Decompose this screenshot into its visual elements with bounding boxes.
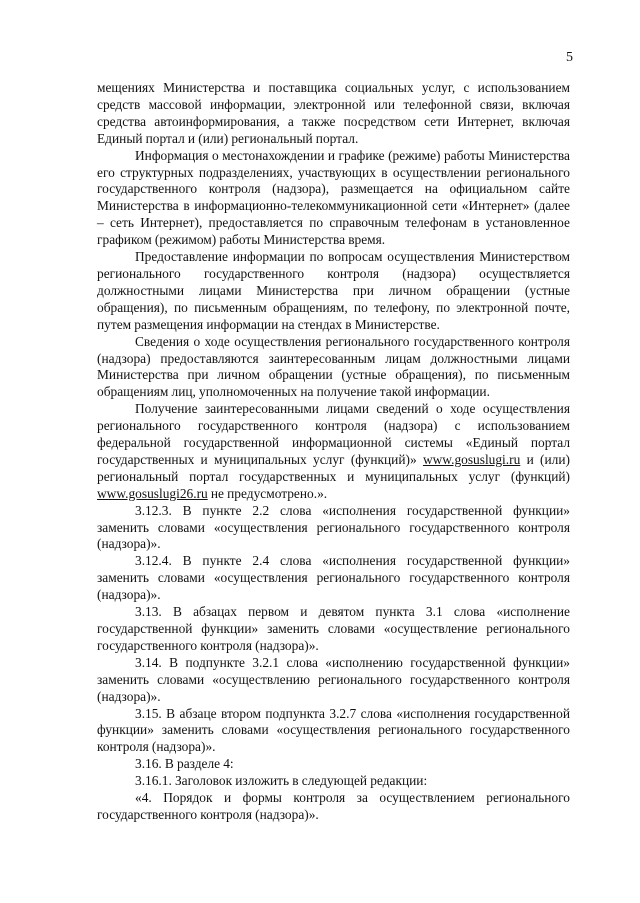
portal-text-3: не предусмотрено.». xyxy=(207,485,328,501)
paragraph-section-4-title: «4. Порядок и формы контроля за осуществлением регионального государственного контроля (надзора)». xyxy=(97,790,570,822)
paragraph-progress-info: Сведения о ходе осуществления регионального государственного контроля (надзора) предоставляются заинтересованным лицам должностными лицами Министерства при личном обращении (устные обращения), по письменным обращениям лиц, уполномоченных на получение такой информации. xyxy=(97,333,570,400)
gosuslugi-link[interactable]: www.gosuslugi.ru xyxy=(422,451,521,467)
paragraph-3-12-4: 3.12.4. В пункте 2.4 слова «исполнения государственной функции» заменить словами «осуществления регионального государственного контроля (надзора)». xyxy=(97,553,570,603)
paragraph-3-13: 3.13. В абзацах первом и девятом пункта 3.1 слова «исполнение государственной функции» заменить словами «осуществление регионального государственного контроля (надзора)». xyxy=(97,604,570,653)
paragraph-info-provision: Предоставление информации по вопросам осуществления Министерством регионального государственного контроля (надзора) осуществляется должностными лицами Министерства при личном обращении (устные обращения), по письменным обращениям, по телефону, по электронной почте, путем размещения информации на стендах в Министерстве. xyxy=(97,249,570,332)
gosuslugi26-link[interactable]: www.gosuslugi26.ru xyxy=(97,485,208,501)
paragraph-3-12-3: 3.12.3. В пункте 2.2 слова «исполнения государственной функции» заменить словами «осуществления регионального государственного контроля (надзора)». xyxy=(97,502,570,552)
paragraph-location-schedule: Информация о местонахождении и графике (режиме) работы Министерства его структурных подразделениях, участвующих в осуществлении регионального государственного контроля (надзора), размещается на официальном сайте Министерства в информационно-телекоммуникационной сети «Интернет» (далее – сеть Интернет), предоставляется по справочным телефонам в установленное графиком (режимом) работы Министерства время. xyxy=(97,147,570,248)
paragraph-3-14: 3.14. В подпункте 3.2.1 слова «исполнению государственной функции» заменить словами «осуществлению регионального государственного контроля (надзора)». xyxy=(97,654,570,704)
paragraph-3-16: 3.16. В разделе 4: xyxy=(135,756,234,772)
document-body xyxy=(97,80,570,824)
paragraph-3-16-1: 3.16.1. Заголовок изложить в следующей редакции: xyxy=(135,773,428,789)
page-number: 5 xyxy=(566,50,573,65)
portal-text-2: и (или) региональный портал государственных и муниципальных услуг (функций) xyxy=(97,451,570,484)
portal-text-1: Получение заинтересованными лицами сведений о ходе осуществления регионального государственного контроля (надзора) с использованием федеральной государственной информационной системы «Единый портал государственных и муниципальных услуг (функций)» xyxy=(97,401,570,467)
paragraph-3-15: 3.15. В абзаце втором подпункта 3.2.7 слова «исполнения государственной функции» заменить словами «осуществления регионального государственного контроля (надзора)». xyxy=(97,705,570,755)
paragraph-portal-info xyxy=(97,401,570,502)
paragraph-info-channels: мещениях Министерства и поставщика социальных услуг, с использованием средств массовой информации, электронной или телефонной связи, включая средства автоинформирования, а также посредством сети Интернет, включая Единый портал и (или) региональный портал. xyxy=(97,80,570,146)
